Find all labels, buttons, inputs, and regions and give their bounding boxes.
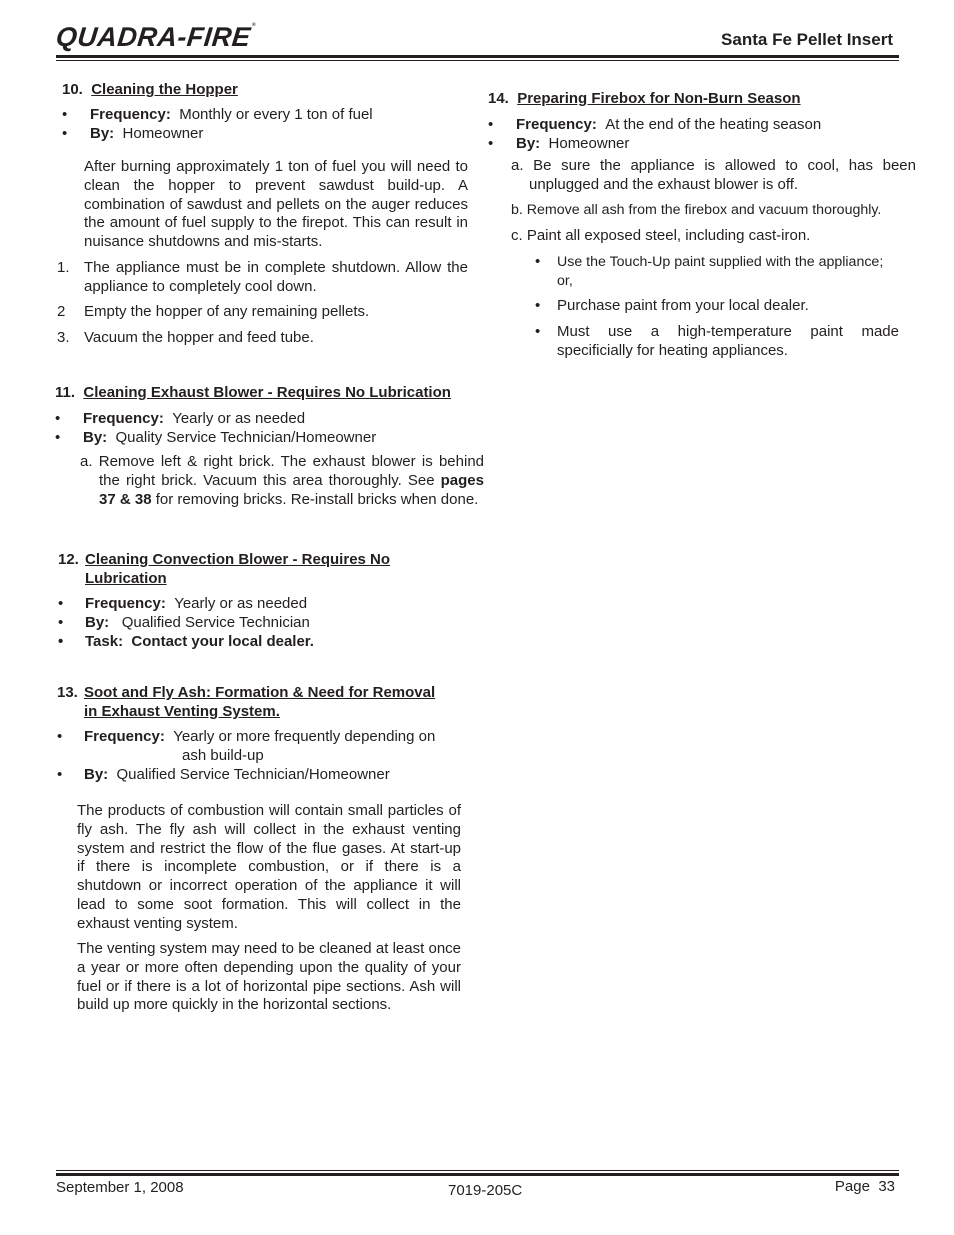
section-11-item-a: a. Remove left & right brick. The exhaust blower is behind the right brick. Vacuum this area thoroughly. See pages 37 & 38 for removing bricks. Re-install bricks when done. [80,453,484,508]
section-12-frequency: • [58,595,64,612]
footer-rule [56,1173,899,1176]
footer-date: September 1, 2008 [56,1179,184,1196]
header-rule-thin [56,60,899,61]
sub-bullet: • [535,297,541,314]
sub-bullet-text: Must use a high-temperature paint made specificially for heating appliances. [557,323,899,359]
section-14-item-b: b. Remove all ash from the firebox and vacuum thoroughly. [511,202,882,218]
footer-page: Page 33 [834,1178,895,1195]
footer-doc-number: 7019-205C [448,1182,523,1199]
step-number: 2 [57,303,66,320]
document-title: Santa Fe Pellet Insert [721,30,893,49]
step-number: 1. [57,259,70,276]
section-10-frequency: • [62,106,68,123]
step-text: Empty the hopper of any remaining pellets. [84,303,370,320]
section-11-frequency: • [55,410,61,427]
footer-rule-thin [56,1170,899,1171]
sub-bullet: • [535,323,541,340]
section-12-heading: 12. [58,551,79,568]
quadra-fire-logo: QUADRA-FIRE® [54,22,257,52]
section-13-by: • [57,766,63,783]
sub-bullet-text: Use the Touch-Up paint supplied with the appliance; or, [557,254,884,289]
section-14-item-a: a. Be sure the appliance is allowed to cool, has been unplugged and the exhaust blower is off. [511,157,916,193]
section-13-paragraph-1: The products of combustion will contain small particles of fly ash. The fly ash will collect in the exhaust venting system and restrict the flow of the flue gases. At start-up if there is incomplete combustion, or if there is a shutdown or incorrect operation of the appliance it will lead to some soot formation. This will collect in the exhaust venting system. [77,802,461,932]
section-13-frequency: • [57,728,63,745]
step-text: Vacuum the hopper and feed tube. [84,329,314,346]
section-10-heading: 10. Cleaning the Hopper [62,81,238,98]
section-11-heading: 11. Cleaning Exhaust Blower - Requires No Lubrication [55,384,451,401]
section-10-paragraph: After burning approximately 1 ton of fuel you will need to clean the hopper to prevent sawdust build-up. A combination of sawdust and pellets on the auger reduces the amount of fuel supply to the firepot. This can result in nuisance shutdowns and mis-starts. [84,158,468,251]
header-rule [56,55,899,58]
section-12-by: • [58,614,64,631]
section-14-item-c: c. Paint all exposed steel, including cast-iron. [511,227,811,244]
sub-bullet-text: Purchase paint from your local dealer. [557,297,809,314]
step-number: 3. [57,329,70,346]
section-13-heading: 13. [57,684,78,701]
step-text: The appliance must be in complete shutdown. Allow the appliance to completely cool down. [84,259,468,295]
section-12-task: • [58,633,64,650]
section-14-by: • [488,135,494,152]
section-10-by: • [62,125,68,142]
sub-bullet: • [535,253,541,270]
section-13-paragraph-2: The venting system may need to be cleaned at least once a year or more often depending upon the quality of your fuel or if there is a lot of horizontal pipe sections. Ash will build up more quickly in the horizontal sections. [77,940,461,1014]
section-14-heading: 14. Preparing Firebox for Non-Burn Season [488,90,801,107]
section-14-frequency: • [488,116,494,133]
section-11-by: • [55,429,61,446]
